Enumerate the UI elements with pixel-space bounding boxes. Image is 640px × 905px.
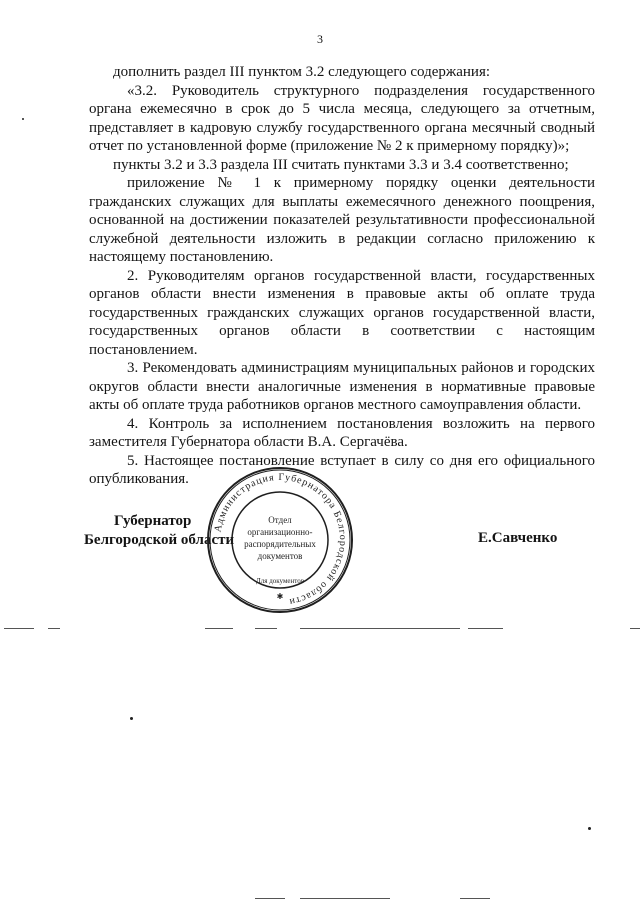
paragraph-item-2: 2. Руководителям органов государственной власти, государственных органов области внести изменения в правовые акты об оплате труда государственных гражданских служащих органов государственной власти, государственных органов области в соответствии с настоящим постановлением. [89,267,595,358]
stamp-center-line2: организационно- [247,527,313,537]
stamp-center-line1: Отдел [268,515,292,525]
stamp-bottom-text: Для документов [255,577,305,585]
paragraph-renumber: пункты 3.2 и 3.3 раздела III считать пунктами 3.3 и 3.4 соответственно; [113,156,569,173]
scan-artifact-line [300,898,390,899]
scan-artifact-line [460,898,490,899]
scan-artifact-dot [588,827,591,830]
scan-artifact-line [255,628,277,629]
paragraph-appendix-1: приложение № 1 к примерному порядку оценки деятельности гражданских служащих для выплаты ежемесячного денежного поощрения, основанной на достижении показателей результативности профессиональной служебной деятельности изложить в редакции согласно приложению к настоящему постановлению. [89,175,595,265]
stamp-star-icon: ✱ [276,592,284,601]
scan-artifact-dot [22,118,24,120]
signatory-title-line2: Белгородской области [84,532,235,548]
stamp-ring-text: Администрация Губернатора Белгородской области [212,471,349,608]
stamp-center-line3: распорядительных [244,539,316,549]
scan-artifact-line [255,898,285,899]
scan-artifact-line [48,628,60,629]
scan-artifact-line [205,628,233,629]
paragraph-amend-section: дополнить раздел III пунктом 3.2 следующего содержания: [113,64,491,80]
scan-artifact-line [4,628,34,629]
paragraph-item-3: 3. Рекомендовать администрациям муниципальных районов и городских округов области внести аналогичные изменения в нормативные правовые акты об оплате труда работников органов местного самоуправления области. [89,360,595,413]
paragraph-clause-3-2: «3.2. Руководитель структурного подразделения государственного органа ежемесячно в срок до 5 числа месяца, следующего за отчетным, представляет в кадровую службу государственного органа месячный сводный отчет по установленной форме (приложение № 2 к примерному порядку)»; [89,82,595,154]
page-number: 3 [317,32,323,46]
signatory-title-line1: Губернатор [114,513,192,529]
paragraph-item-5: 5. Настоящее постановление вступает в силу со дня его официального опубликования. [89,452,595,487]
official-seal-stamp [205,465,355,615]
scan-artifact-line [630,628,640,629]
signatory-name: Е.Савченко [478,530,558,546]
document-body [89,63,595,489]
scan-artifact-dot [130,717,133,720]
scan-artifact-line [468,628,503,629]
scan-artifact-line [300,628,460,629]
stamp-center-line4: документов [257,551,303,561]
paragraph-item-4: 4. Контроль за исполнением постановления возложить на первого заместителя Губернатора области В.А. Сергачёва. [89,415,595,450]
